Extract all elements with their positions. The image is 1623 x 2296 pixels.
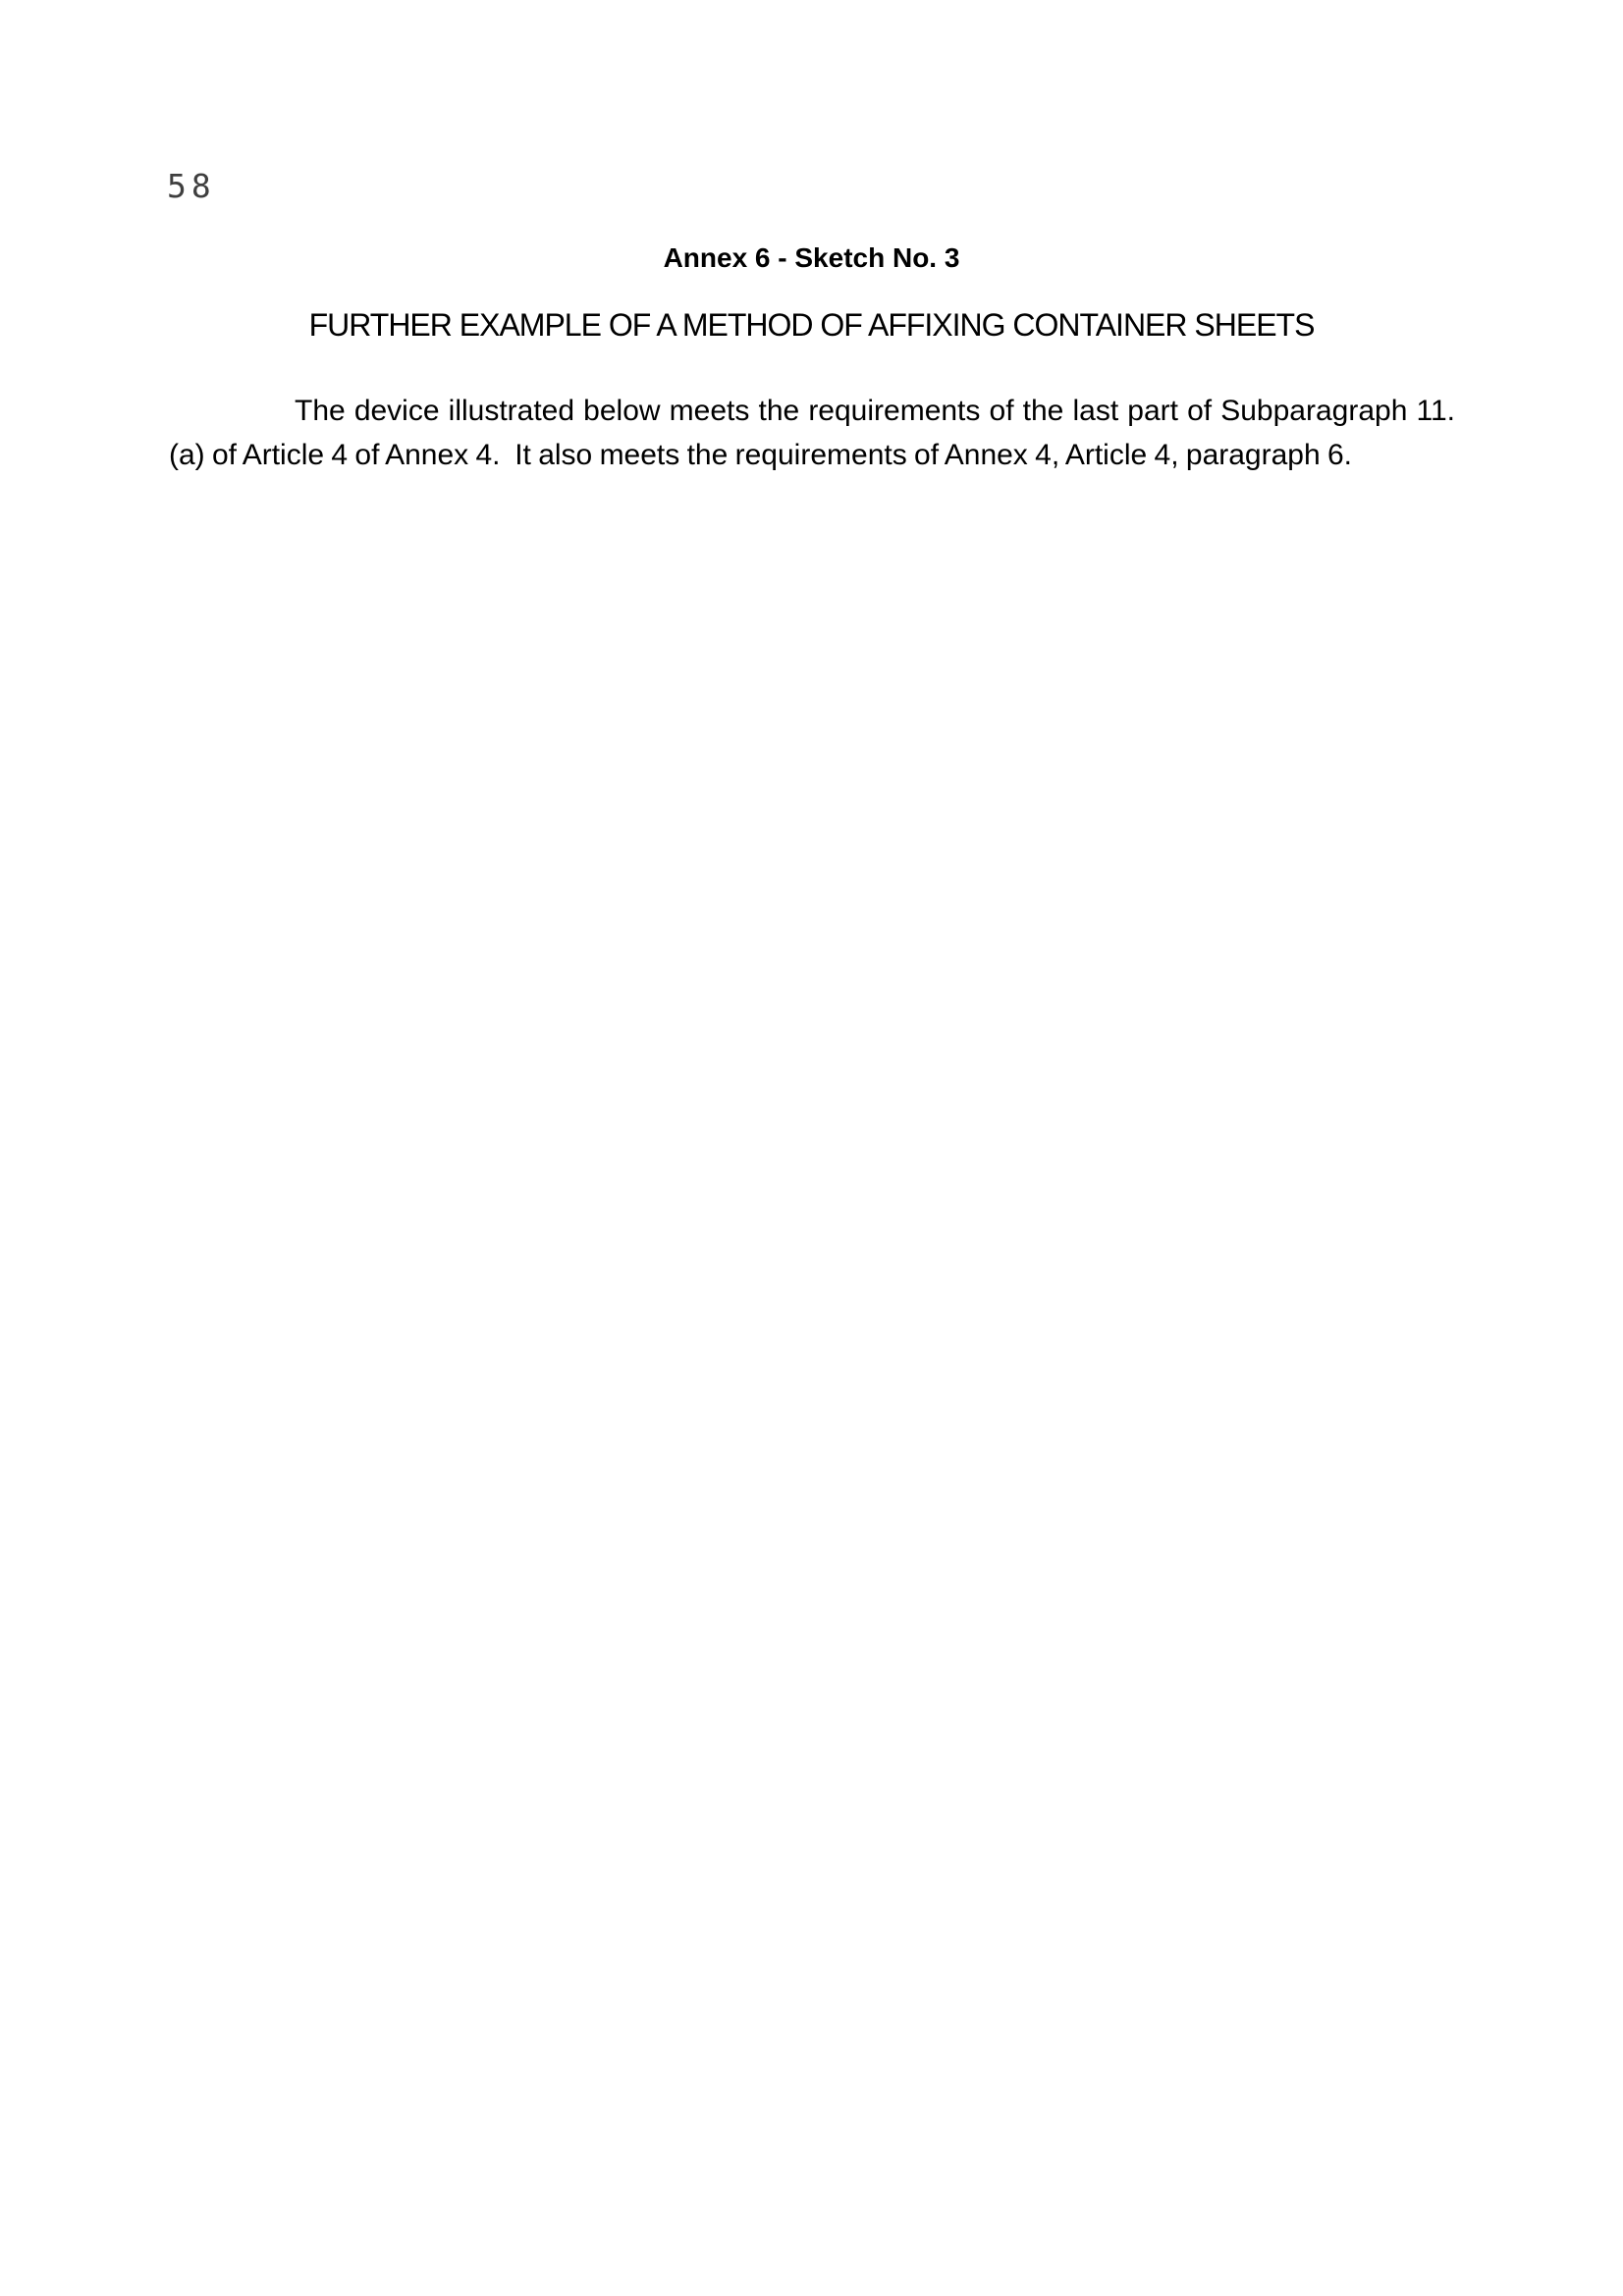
document-title: FURTHER EXAMPLE OF A METHOD OF AFFIXING CONTAINER SHEETS <box>308 307 1315 343</box>
page-number: 58 <box>167 167 216 205</box>
annex-sketch-heading: Annex 6 - Sketch No. 3 <box>663 242 960 273</box>
body-paragraph: The device illustrated below meets the requirements of the last part of Subparagraph 11.(a) of Article 4 of Annex 4. It also meets the requirements of Annex 4, Article 4, paragraph 6. <box>169 395 1455 471</box>
